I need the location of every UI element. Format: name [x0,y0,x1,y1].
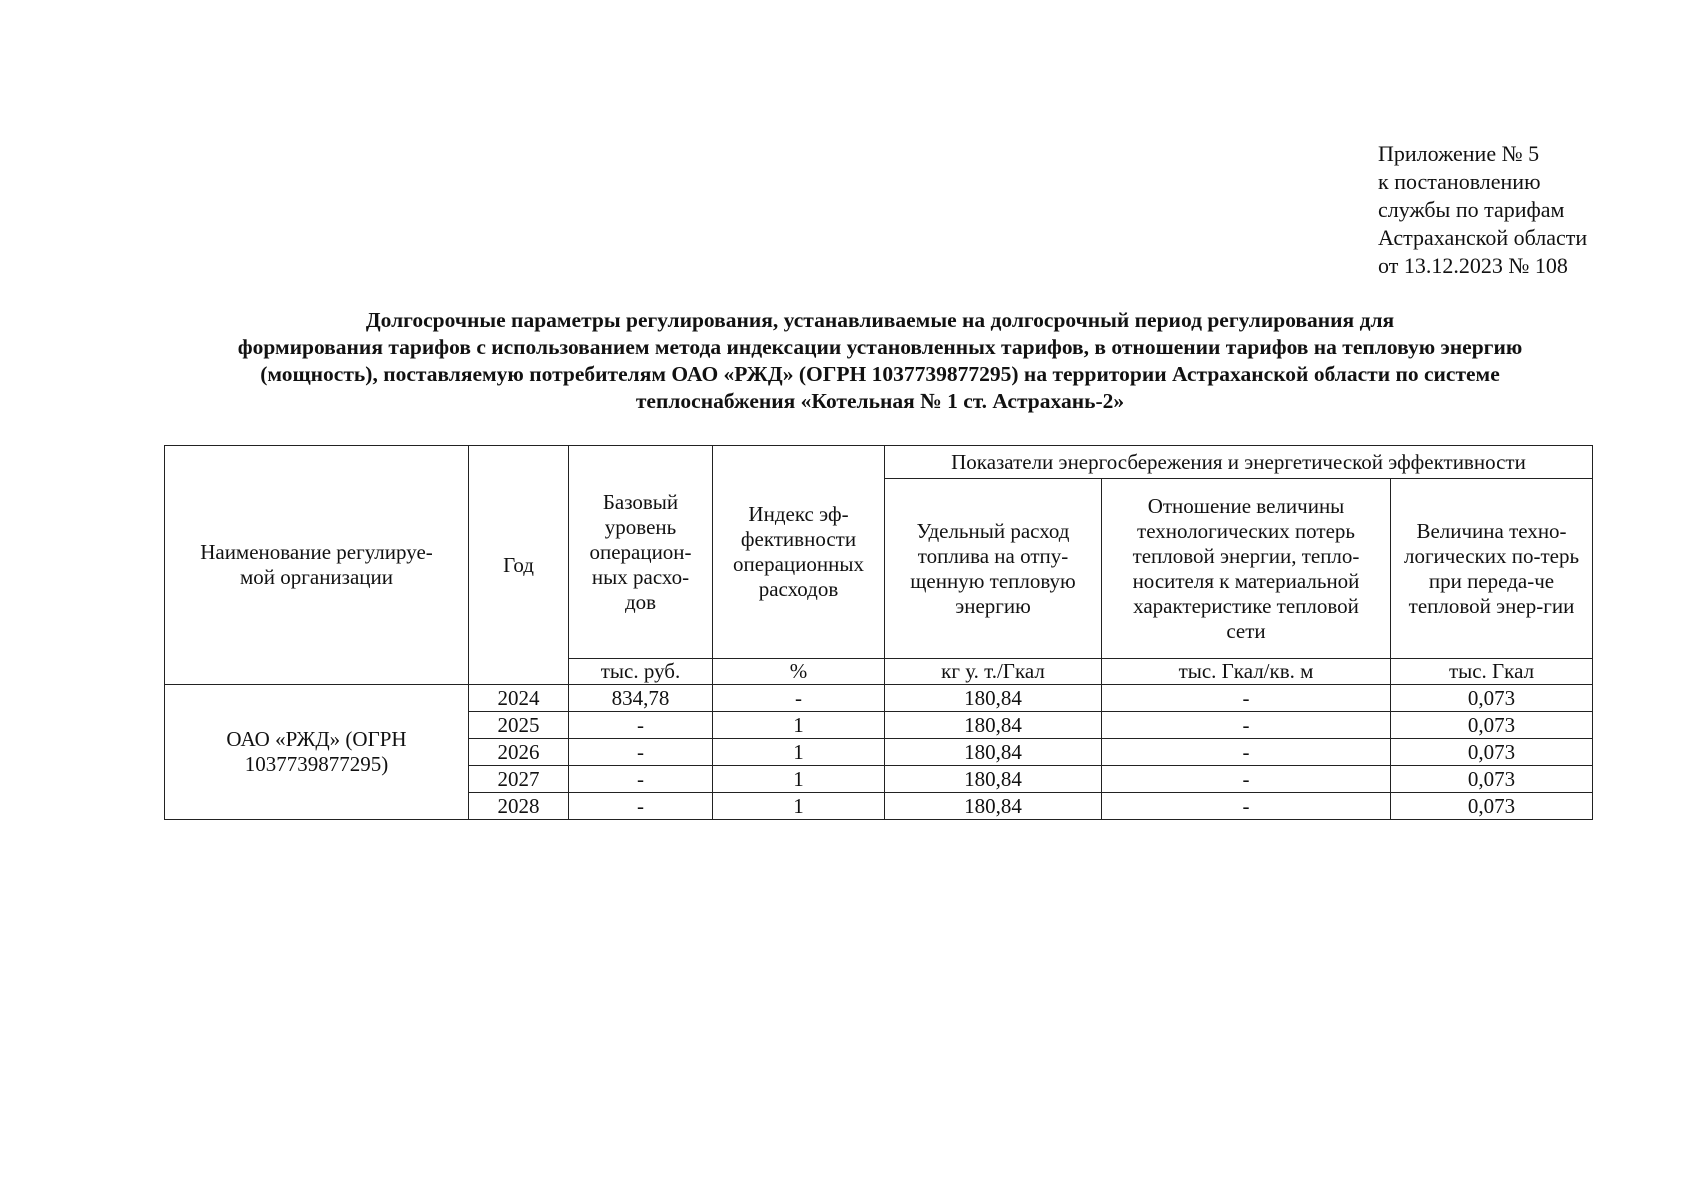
cell-efficiency-index: 1 [713,739,885,766]
cell-efficiency-index: 1 [713,793,885,820]
cell-year: 2026 [469,739,569,766]
header-fuel-rate: Удельный расход топлива на отпу-щенную тепловую энергию [885,479,1102,659]
cell-loss-value: 0,073 [1391,766,1593,793]
cell-loss-ratio: - [1102,739,1391,766]
header-loss-value: Величина техно-логических по-терь при переда-че тепловой энер-гии [1391,479,1593,659]
appendix-line: от 13.12.2023 № 108 [1378,253,1568,278]
cell-year: 2024 [469,685,569,712]
title-line: (мощность), поставляемую потребителям ОАО «РЖД» (ОГРН 1037739877295) на территории Астраханской области по системе [260,362,1500,386]
unit-base-cost: тыс. руб. [569,659,713,685]
org-name-cell: ОАО «РЖД» (ОГРН 1037739877295) [165,685,469,820]
title-line: Долгосрочные параметры регулирования, устанавливаемые на долгосрочный период регулирования для [365,308,1395,332]
cell-loss-ratio: - [1102,793,1391,820]
cell-fuel-rate: 180,84 [885,739,1102,766]
cell-fuel-rate: 180,84 [885,712,1102,739]
cell-efficiency-index: 1 [713,766,885,793]
cell-efficiency-index: - [713,685,885,712]
cell-year: 2028 [469,793,569,820]
cell-year: 2027 [469,766,569,793]
cell-base-cost: - [569,739,713,766]
cell-loss-value: 0,073 [1391,793,1593,820]
unit-fuel-rate: кг у. т./Гкал [885,659,1102,685]
cell-fuel-rate: 180,84 [885,766,1102,793]
cell-base-cost: - [569,793,713,820]
header-loss-ratio: Отношение величины технологических потерь тепловой энергии, тепло-носителя к материальной характеристике тепловой сети [1102,479,1391,659]
header-row-1 [165,446,1593,479]
cell-fuel-rate: 180,84 [885,685,1102,712]
header-base-cost: Базовый уровень операцион-ных расхо-дов [569,446,713,659]
header-year: Год [469,446,569,685]
cell-fuel-rate: 180,84 [885,793,1102,820]
cell-efficiency-index: 1 [713,712,885,739]
appendix-line: Приложение № 5 [1378,141,1540,166]
title-line: теплоснабжения «Котельная № 1 ст. Астрахань-2» [635,389,1125,413]
header-efficiency-index: Индекс эф-фективности операционных расходов [713,446,885,659]
appendix-line: Астраханской области [1378,225,1588,250]
cell-loss-value: 0,073 [1391,739,1593,766]
unit-efficiency-index: % [713,659,885,685]
cell-loss-ratio: - [1102,766,1391,793]
cell-base-cost: - [569,766,713,793]
appendix-line: службы по тарифам [1378,197,1565,222]
appendix-line: к постановлению [1378,169,1541,194]
cell-year: 2025 [469,712,569,739]
unit-loss-value: тыс. Гкал [1391,659,1593,685]
cell-base-cost: 834,78 [569,685,713,712]
cell-base-cost: - [569,712,713,739]
document-title [140,307,1620,415]
header-org: Наименование регулируе-мой организации [165,446,469,685]
unit-loss-ratio: тыс. Гкал/кв. м [1102,659,1391,685]
header-energy-group: Показатели энергосбережения и энергетической эффективности [885,446,1593,479]
cell-loss-ratio: - [1102,712,1391,739]
title-line: формирования тарифов с использованием метода индексации установленных тарифов, в отношении тарифов на тепловую энергию [237,335,1523,359]
cell-loss-ratio: - [1102,685,1391,712]
appendix-block [1378,140,1587,280]
parameters-table [164,445,1593,820]
cell-loss-value: 0,073 [1391,712,1593,739]
table-row [165,685,1593,712]
cell-loss-value: 0,073 [1391,685,1593,712]
